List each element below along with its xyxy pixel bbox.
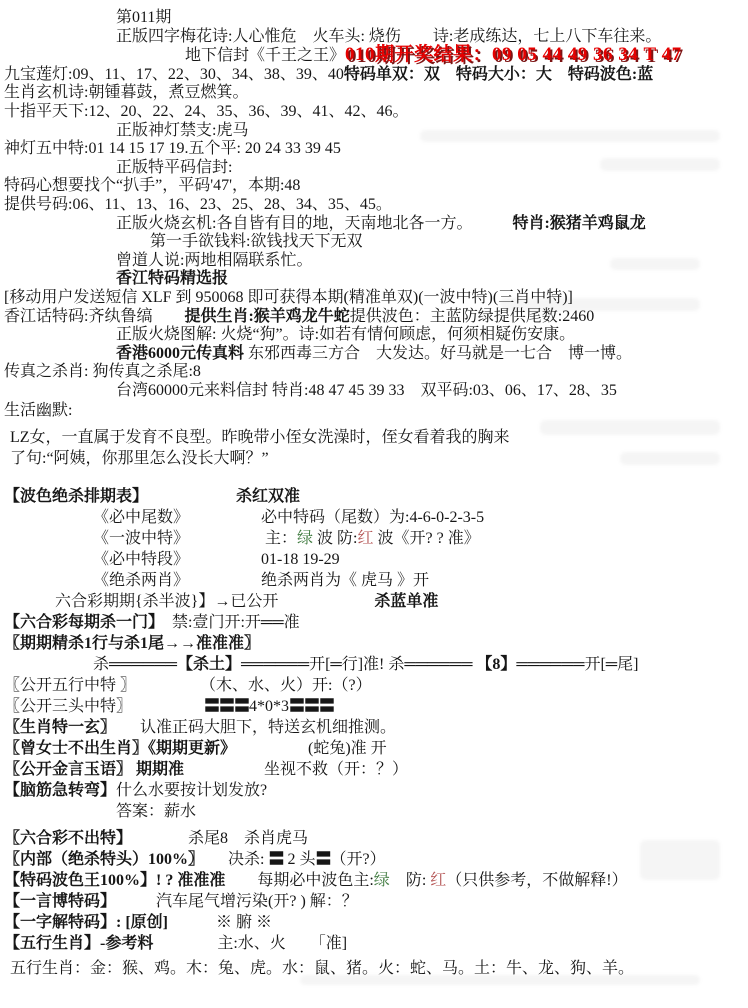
kill-one-gate (0, 612, 748, 633)
draw-result-banner: 010期开奖结果：09 05 44 49 36 34 T 47 (345, 44, 682, 66)
joke-line-2 (0, 448, 748, 469)
text-segment: 【六合彩每期杀一门】 (4, 614, 157, 632)
text-segment: 特码单双：双 特码大小：大 特码波色:蓝 (343, 65, 654, 83)
text-segment: （开?） (330, 851, 386, 869)
internal-kill-head (0, 849, 748, 870)
text-segment: 正版神灯禁支:虎马 (116, 121, 249, 139)
no-special (0, 828, 748, 849)
text-segment: 01-18 19-29 (181, 551, 340, 569)
lamp-five-special (0, 140, 748, 159)
text-segment: 波《开? ? 准》 (373, 530, 480, 548)
text-segment: 防: (389, 872, 431, 890)
text-segment: 正版特平码信封: (116, 158, 233, 176)
zodiac-mystery (0, 717, 748, 738)
text-segment: 【8】 (476, 656, 517, 674)
text-segment: 正版火烧图解: 火烧“狗”。诗:如若有情何顾虑，何须相疑伤安康。 (116, 326, 576, 344)
text-segment: 提供波色：主蓝防绿提供尾数:2460 (349, 307, 595, 325)
text-segment: 〖生肖特一玄〗 (4, 719, 109, 737)
brain-teaser-answer (0, 801, 748, 822)
money-seeking (0, 233, 748, 252)
text-segment: 绿 (297, 530, 314, 548)
must-hit-tails (0, 507, 748, 528)
text-segment: 【杀土】 (177, 656, 242, 674)
text-segment: 杀══════ (93, 656, 178, 674)
text-segment: 传真之杀肖: 狗传真之杀尾:8 (4, 363, 201, 381)
wave-color-king (0, 870, 748, 891)
text-segment: ══════开[═行]准! 杀══════ (241, 656, 477, 674)
text-segment: 〖公开金言玉语〗 期期准 (4, 761, 185, 779)
taiwan-60000 (0, 382, 748, 401)
issue-number (0, 9, 748, 28)
text-segment: 提供生肖:猴羊鸡龙牛蛇 (184, 307, 350, 325)
text-segment: 【脑筋急转弯】 (4, 782, 117, 800)
text-segment: 主： (181, 530, 298, 548)
precise-kill-row (0, 633, 748, 654)
xiangjiang-special (0, 308, 748, 327)
text-segment: ※ 腑 ※ (168, 914, 273, 932)
one-sentence-special (0, 891, 748, 912)
text-segment: 〖公开五行中特 〗 (4, 677, 129, 695)
text-segment: 《必中特段》 (93, 551, 182, 569)
text-segment: 正版四字梅花诗:人心惟危 火车头: 烧伤 诗:老成练达，七上八下车往来。 (116, 27, 662, 45)
text-segment: 〓〓〓 (289, 698, 335, 716)
text-segment: 决杀: (196, 851, 269, 869)
golden-words (0, 759, 748, 780)
text-segment: 第一手欲钱料:欲钱找天下无双 (150, 233, 363, 251)
text-segment: 红 (357, 530, 374, 548)
text-segment: 曾道人说:两地相隔联系忙。 (116, 251, 313, 269)
text-segment: 正版火烧玄机:各自皆有目的地，天南地北各一方。 (116, 214, 513, 232)
text-segment: 【一言博特码】 (4, 893, 109, 911)
ms-zeng-zodiac (0, 738, 748, 759)
five-element-special (0, 675, 748, 696)
text-segment: 杀尾8 杀肖虎马 (124, 830, 309, 848)
zodiac-mystery-poem (0, 84, 748, 103)
text-segment: 杀红双准 (140, 488, 301, 506)
text-segment: 特肖:猴猪羊鸡鼠龙 (512, 214, 646, 232)
text-segment: 东邪西毒三方合 大发达。好马就是一七合 博一博。 (244, 344, 633, 362)
text-segment: 地下信封《千王之王》 (185, 47, 346, 65)
text-segment: 六合彩期期{杀半波}】→已公开 (55, 593, 279, 611)
one-wave-special (0, 528, 748, 549)
text-segment: 特码心想要找个“扒手”，平码'47'，本期:48 (4, 177, 301, 195)
text-segment (124, 698, 204, 715)
text-segment: 绝杀两肖为《 虎马 》开 (181, 572, 430, 590)
text-segment: 香江特码精选报 (116, 270, 229, 288)
text-segment: 【特码波色王100%】! ? 准准准 (4, 872, 226, 890)
fire-mystery (0, 215, 748, 234)
text-segment: 《一波中特》 (93, 530, 182, 548)
text-segment: 答案：薪水 (116, 803, 197, 821)
text-segment: 杀蓝单准 (278, 593, 439, 611)
text-segment: 生肖玄机诗:朝锺暮鼓，煮豆燃箕。 (4, 84, 249, 102)
one-char-special (0, 912, 748, 933)
half-wave-kill (0, 591, 748, 612)
text-segment: 香港6000元传真料 (116, 344, 245, 362)
text-segment: ══════开[═尾] (516, 656, 639, 674)
text-segment: 〖期期精杀1行与杀1尾→→准准准〗 (4, 635, 261, 653)
text-segment: 《绝杀两肖》 (93, 572, 182, 590)
text-segment: 【五行生肖】-参考料 (4, 935, 154, 953)
text-segment: 【一字解特码】: [原创] (4, 914, 168, 932)
joke-line-1 (0, 427, 748, 448)
wave-kill-table-header (0, 486, 748, 507)
text-segment: 十指平天下:12、20、22、24、35、36、39、41、42、46。 (4, 102, 409, 120)
five-element-zodiac-ref (0, 933, 748, 954)
text-segment: 〓 (268, 851, 284, 869)
hk-6000-fax (0, 345, 748, 364)
fax-kill (0, 363, 748, 382)
text-segment: 生活幽默: (4, 402, 73, 420)
text-segment: 每期必中波色主: (225, 872, 374, 890)
text-segment: 神灯五中特:01 14 15 17 19.五个平: 20 24 33 39 45 (4, 140, 341, 158)
brain-teaser (0, 780, 748, 801)
nine-treasure-lotus (0, 66, 748, 85)
text-segment: 九宝莲灯:09、11、17、22、30、34、38、39、40 (4, 65, 344, 83)
kill-earth-row (0, 654, 748, 675)
draw-result (0, 46, 748, 66)
text-segment: 禁:壹门开:开══准 (156, 614, 300, 632)
text-segment: （只供参考，不做解释!） (446, 872, 628, 890)
text-segment: 提供号码:06、11、13、16、23、25、28、34、35、45。 (4, 195, 392, 213)
text-segment: 〓 (315, 851, 331, 869)
five-element-zodiac-map (0, 958, 748, 979)
text-segment: LZ女，一直属于发育不良型。昨晚带小侄女洗澡时，侄女看着我的胸来 (10, 429, 510, 447)
text-segment: 〖六合彩不出特】 (4, 830, 125, 848)
text-segment: 主:水、火 「准] (153, 935, 348, 953)
text-segment: 第011期 (116, 9, 172, 26)
text-segment: 【波色绝杀排期表】 (4, 488, 141, 506)
text-segment: 什么水要按计划发放? (116, 782, 268, 800)
text-segment: 了句:“阿姨，你那里怎么没长大啊？” (10, 450, 269, 468)
text-segment: 汽车尾气增污染(开? ) 解：？ (108, 893, 358, 911)
text-segment: [移动用户发送短信 XLF 到 950068 即可获得本期(精准单双)(一波中特)(三肖中特)] (4, 288, 573, 306)
text-segment: 〓〓〓 (204, 698, 250, 716)
text-segment: 波 防: (313, 530, 358, 548)
text-segment: 红 (430, 872, 447, 890)
lamp-ban (0, 122, 748, 141)
text-segment: 〖曾女士不出生肖〗《期期更新》 (4, 740, 229, 758)
text-segment: 必中特码（尾数）为:4-6-0-2-3-5 (181, 509, 485, 527)
text-segment: 绿 (373, 872, 390, 890)
must-hit-range (0, 549, 748, 570)
fire-diagram (0, 326, 748, 345)
xiangjiang-report-title (0, 270, 748, 289)
special-code-hint (0, 177, 748, 196)
text-segment: 香江话特码:齐纨鲁缟 (4, 307, 185, 325)
life-humor-title (0, 400, 748, 421)
kill-two-zodiac (0, 570, 748, 591)
text-segment: 〖内部（绝杀特头）100%〗 (4, 851, 197, 869)
sms-notice (0, 289, 748, 308)
three-heads-special (0, 696, 748, 717)
text-segment: 台湾60000元来料信封 特肖:48 47 45 39 33 双平码:03、06、17、28、35 (116, 381, 617, 399)
text-segment: 认准正码大胆下，特送玄机细推测。 (108, 719, 397, 737)
text-segment: 2 头 (283, 851, 316, 869)
ten-fingers (0, 103, 748, 122)
text-segment: （木、水、火）开:（?） (128, 677, 372, 695)
text-segment: (蛇兔)准 开 (228, 740, 387, 758)
text-segment: 五行生肖：金：猴、鸡。木：兔、虎。水：鼠、猪。火：蛇、马。土：牛、龙、狗、羊。 (10, 960, 635, 978)
special-flat-envelope (0, 159, 748, 178)
text-segment: 〖公开三头中特〗 (4, 698, 125, 716)
text-segment: 坐视不救（开：？） (184, 761, 409, 779)
zengdaoren-says (0, 252, 748, 271)
provided-numbers (0, 196, 748, 215)
text-segment: 《必中尾数》 (93, 509, 182, 527)
text-segment: 4*0*3 (249, 698, 290, 716)
